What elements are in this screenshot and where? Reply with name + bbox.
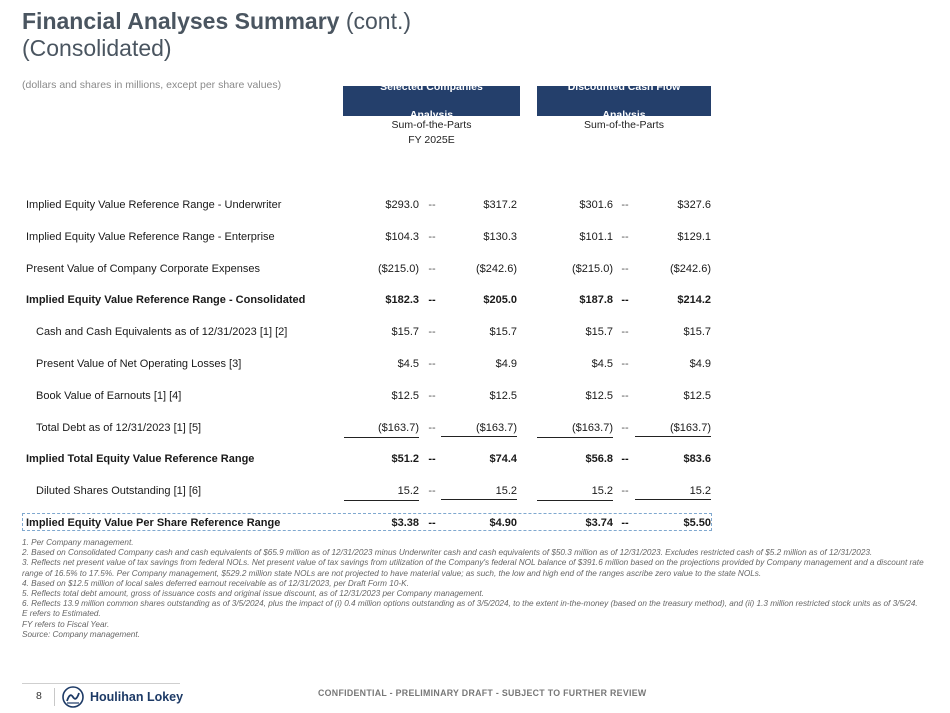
table-row-total — [0, 292, 950, 308]
value-dcf-low: $56.8 — [585, 453, 613, 465]
table-row — [0, 388, 950, 404]
subheader-dcf-sotp: Sum-of-the-Parts — [584, 119, 664, 131]
header-dcf-line1: Discounted Cash Flow — [567, 81, 681, 93]
row-label: Implied Total Equity Value Reference Range — [26, 453, 255, 465]
value-selected-low: $15.7 — [391, 326, 419, 338]
value-dcf-low: $4.5 — [591, 358, 613, 370]
range-separator: -- — [621, 390, 629, 402]
table-row-total — [0, 451, 950, 467]
row-label: Book Value of Earnouts [1] [4] — [36, 390, 182, 402]
value-dcf-low: $3.74 — [585, 517, 613, 529]
table-row — [0, 324, 950, 340]
table-row — [0, 229, 950, 245]
range-separator: -- — [621, 485, 629, 497]
row-label: Present Value of Company Corporate Expenses — [26, 263, 260, 275]
range-separator: -- — [428, 453, 436, 465]
row-label: Total Debt as of 12/31/2023 [1] [5] — [36, 422, 202, 434]
value-selected-low: $182.3 — [385, 294, 419, 306]
value-selected-low: 15.2 — [344, 483, 419, 501]
value-dcf-high: ($163.7) — [635, 420, 711, 437]
footnote: E refers to Estimated. — [22, 609, 101, 619]
range-separator: -- — [621, 263, 629, 275]
value-selected-high: ($163.7) — [441, 420, 517, 437]
value-selected-low: $4.5 — [397, 358, 419, 370]
value-selected-low: ($215.0) — [378, 263, 419, 275]
table-row — [0, 261, 950, 277]
value-selected-low: $51.2 — [391, 453, 419, 465]
row-label: Implied Equity Value Reference Range - Consolidated — [26, 294, 306, 306]
footnote: FY refers to Fiscal Year. — [22, 619, 110, 629]
logo-text: Houlihan Lokey — [90, 690, 184, 704]
header-selected-companies-line2: Analysis — [409, 109, 454, 121]
header-selected-companies-line1: Selected Companies — [380, 81, 483, 93]
range-separator: -- — [428, 358, 436, 370]
table-row — [0, 197, 950, 213]
value-selected-high: $4.9 — [495, 358, 517, 370]
footnotes — [22, 538, 932, 640]
value-dcf-high: $129.1 — [677, 231, 711, 243]
value-dcf-high: $83.6 — [683, 453, 711, 465]
value-dcf-low: $101.1 — [579, 231, 613, 243]
title-cont: (cont.) — [339, 8, 412, 34]
range-separator: -- — [621, 358, 629, 370]
confidential-notice: CONFIDENTIAL - PRELIMINARY DRAFT - SUBJECT TO FURTHER REVIEW — [318, 688, 647, 698]
range-separator: -- — [428, 199, 436, 211]
subheader-selected-fy: FY 2025E — [408, 134, 455, 146]
value-selected-high: $4.90 — [489, 517, 517, 529]
range-separator: -- — [621, 294, 629, 306]
page-number: 8 — [36, 690, 42, 702]
header-dcf — [537, 81, 711, 121]
houlihan-lokey-logo-icon — [62, 686, 84, 708]
value-dcf-low: $15.7 — [585, 326, 613, 338]
range-separator: -- — [428, 263, 436, 275]
title-line2: (Consolidated) — [22, 35, 172, 61]
value-selected-low: $293.0 — [385, 199, 419, 211]
value-dcf-high: $214.2 — [677, 294, 711, 306]
value-selected-high: $205.0 — [483, 294, 517, 306]
range-separator: -- — [428, 485, 436, 497]
range-separator: -- — [621, 199, 629, 211]
units-note: (dollars and shares in millions, except per share values) — [22, 79, 282, 91]
subheader-selected-sotp: Sum-of-the-Parts — [391, 119, 472, 131]
table-row-per-share — [0, 515, 950, 531]
range-separator: -- — [621, 517, 629, 529]
page-title — [22, 8, 411, 62]
value-dcf-low: $12.5 — [585, 390, 613, 402]
value-selected-high: ($242.6) — [476, 263, 517, 275]
value-dcf-high: $327.6 — [677, 199, 711, 211]
range-separator: -- — [621, 326, 629, 338]
row-label: Cash and Cash Equivalents as of 12/31/2023 [1] [2] — [36, 326, 288, 338]
value-dcf-low: ($163.7) — [537, 420, 613, 438]
footer-separator — [54, 688, 55, 706]
header-selected-companies — [343, 81, 520, 121]
row-label: Present Value of Net Operating Losses [3] — [36, 358, 242, 370]
value-selected-low: $104.3 — [385, 231, 419, 243]
value-dcf-high: 15.2 — [635, 483, 711, 500]
value-selected-low: $12.5 — [391, 390, 419, 402]
range-separator: -- — [428, 294, 436, 306]
footnote: 5. Reflects total debt amount, gross of issuance costs and original issue discount, as of 12/31/2023 per Company management. — [22, 589, 484, 599]
range-separator: -- — [428, 326, 436, 338]
range-separator: -- — [428, 231, 436, 243]
footer-divider — [22, 683, 180, 684]
value-dcf-high: $5.50 — [683, 517, 711, 529]
value-selected-high: $130.3 — [483, 231, 517, 243]
table-row — [0, 356, 950, 372]
range-separator: -- — [621, 453, 629, 465]
header-dcf-line2: Analysis — [602, 109, 646, 121]
table-row — [0, 420, 950, 436]
row-label: Implied Equity Value Per Share Reference Range — [26, 517, 281, 529]
value-selected-high: $317.2 — [483, 199, 517, 211]
value-selected-high: 15.2 — [441, 483, 517, 500]
footnote: Source: Company management. — [22, 629, 140, 639]
range-separator: -- — [428, 390, 436, 402]
value-dcf-high: $4.9 — [689, 358, 711, 370]
table-row — [0, 483, 950, 499]
footnote: 4. Based on $12.5 million of local sales deferred earnout receivable as of 12/31/2023, per Draft Form 10-K. — [22, 578, 409, 588]
value-selected-high: $74.4 — [489, 453, 517, 465]
value-dcf-high: $15.7 — [683, 326, 711, 338]
value-dcf-low: ($215.0) — [572, 263, 613, 275]
footnote: 6. Reflects 13.9 million common shares outstanding as of 3/5/2024, plus the impact of (i) 0.4 million options outstanding as of 3/5/2024, to the extent in-the-money (based on the treasury method), and (ii) 1.3 million restricted stock units as of 3/5/24. — [22, 599, 918, 609]
range-separator: -- — [621, 422, 629, 434]
row-label: Implied Equity Value Reference Range - Underwriter — [26, 199, 282, 211]
value-selected-high: $15.7 — [489, 326, 517, 338]
range-separator: -- — [428, 517, 436, 529]
title-bold: Financial Analyses Summary — [22, 8, 340, 34]
value-dcf-high: $12.5 — [683, 390, 711, 402]
footnote: 3. Reflects net present value of tax savings from federal NOLs. Net present value of tax savings from utilization of the Company's federal NOL balance of $391.6 million based on the projections provided by Company management and a discount rate range of 16.5% to 17.5%. Per Company management, $529.2 million state NOLs are not projected to have material value; as such, the low and high end of the ranges ascribe zero value to the state NOLs. — [22, 558, 924, 578]
row-label: Diluted Shares Outstanding [1] [6] — [36, 485, 202, 497]
range-separator: -- — [621, 231, 629, 243]
value-dcf-high: ($242.6) — [670, 263, 711, 275]
value-dcf-low: $187.8 — [579, 294, 613, 306]
value-dcf-low: $301.6 — [579, 199, 613, 211]
company-logo — [62, 686, 183, 708]
row-label: Implied Equity Value Reference Range - Enterprise — [26, 231, 275, 243]
value-selected-high: $12.5 — [489, 390, 517, 402]
value-selected-low: ($163.7) — [344, 420, 419, 438]
footnote: 1. Per Company management. — [22, 538, 134, 547]
value-selected-low: $3.38 — [391, 517, 419, 529]
range-separator: -- — [428, 422, 436, 434]
footnote: 2. Based on Consolidated Company cash and cash equivalents of $65.9 million as of 12/31/2023 minus Underwriter cash and cash equivalents of $50.3 million as of 12/31/2023. Excludes restricted cash of $5.2 million as of 12/31/2023. — [22, 548, 873, 558]
value-dcf-low: 15.2 — [537, 483, 613, 501]
